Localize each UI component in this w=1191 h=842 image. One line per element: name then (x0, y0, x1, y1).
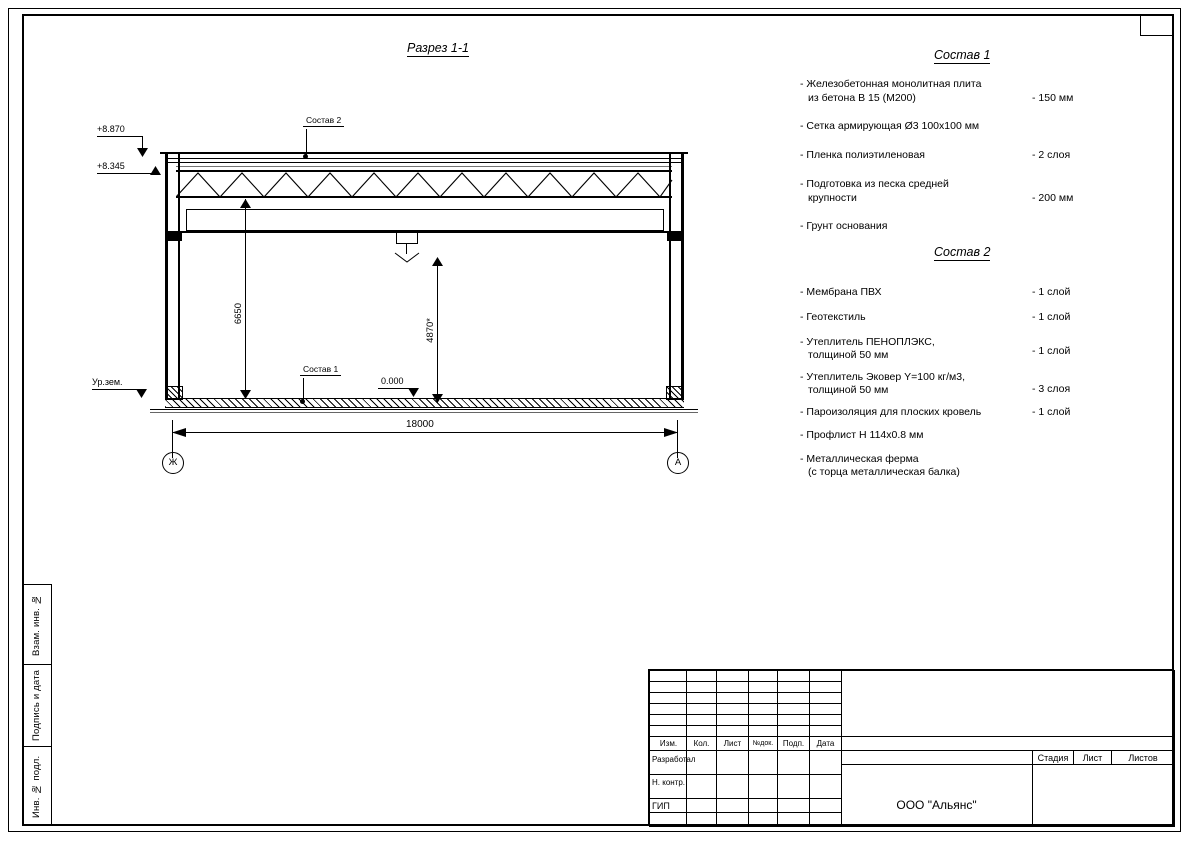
title-block (648, 669, 1174, 826)
hoist-block (396, 232, 418, 244)
spec-1-item-1-line1: - Сетка армирующая Ø3 100х100 мм (800, 120, 980, 132)
elevation-second-arrow (150, 166, 161, 175)
tb-rev-header-4: Подп. (782, 739, 805, 748)
zero-level-arrow (408, 388, 419, 397)
left-margin-cell-3 (22, 746, 52, 826)
dim-6650-label: 6650 (233, 303, 244, 325)
tb-rev-header-0: Изм. (659, 739, 678, 748)
tb-hline-10 (649, 812, 841, 813)
tb-hline-stage-top (841, 750, 1175, 751)
dim-6650-arrow-bottom (240, 390, 251, 399)
spec-2-item-4-line1: - Пароизоляция для плоских кровель (800, 406, 982, 418)
section-title: Разрез 1-1 (407, 41, 469, 55)
spec-1-item-3-line2: крупности (808, 192, 857, 204)
spec-2-item-3-value: - 3 слоя (1032, 383, 1071, 395)
tb-hline-5 (649, 725, 841, 726)
elevation-top-leader (97, 136, 142, 137)
elevation-top-arrow (137, 148, 148, 157)
tb-hline-7 (649, 750, 841, 751)
left-margin-label-3: Инв. № подл. (31, 755, 42, 818)
spec-2-item-2-line2: толщиной 50 мм (808, 349, 889, 361)
spec-1-item-3-value: - 200 мм (1032, 192, 1074, 204)
column-right-outer (681, 152, 684, 400)
truss-web (176, 170, 674, 200)
tb-rev-header-1: Кол. (693, 739, 710, 748)
ground-line-2 (150, 412, 698, 413)
ground-level-label: Ур.зем. (92, 377, 123, 387)
spec-2-item-1-line1: - Геотекстиль (800, 311, 866, 323)
tb-hline-4 (649, 714, 841, 715)
tb-organization: ООО "Альянс" (896, 798, 977, 812)
spec-2-item-2-line1: - Утеплитель ПЕНОПЛЭКС, (800, 336, 935, 348)
ground-line (150, 409, 698, 410)
roof-top-line (160, 152, 688, 154)
foundation-right (666, 386, 684, 400)
left-margin-cell-2 (22, 664, 52, 746)
roof-line-3 (165, 162, 683, 163)
elevation-second-label: +8.345 (97, 161, 125, 171)
section-drawing (0, 0, 760, 500)
hoist-hook (394, 252, 420, 264)
spec-2-item-6-line1: - Металлическая ферма (800, 453, 919, 465)
spec-1-item-2-line1: - Пленка полиэтиленовая (800, 149, 925, 161)
elevation-second-leader (97, 173, 155, 174)
left-margin-cell-1 (22, 584, 52, 664)
tb-hline-6 (649, 736, 1175, 737)
tb-hline-9 (649, 798, 841, 799)
tb-role-3: ГИП (652, 801, 670, 811)
callout-roof-dot (303, 154, 308, 159)
tb-hline-3 (649, 703, 841, 704)
spec-1-item-0-line2: из бетона В 15 (М200) (808, 92, 916, 104)
elevation-top-label: +8.870 (97, 124, 125, 134)
dim-4870-label: 4870* (425, 318, 436, 343)
callout-roof-leader (306, 129, 307, 156)
spec-2-item-0-value: - 1 слой (1032, 286, 1071, 298)
foundation-left (165, 386, 183, 400)
corbel-left (168, 231, 182, 241)
spec-2-item-6-line2: (с торца металлическая балка) (808, 466, 960, 478)
tb-hline-stage-bottom (841, 764, 1175, 765)
axis-mark-right: А (667, 452, 689, 474)
sheet-corner-mark (1140, 14, 1174, 36)
tb-stage-header-1: Лист (1082, 753, 1103, 763)
column-left-outer (165, 152, 168, 400)
roof-line-2 (165, 158, 683, 159)
dim-4870-arrow-top (432, 257, 443, 266)
zero-level-label: 0.000 (381, 376, 404, 386)
spec-2-item-3-line2: толщиной 50 мм (808, 384, 889, 396)
dim-18000-label: 18000 (406, 419, 434, 430)
dim-6650-arrow-top (240, 199, 251, 208)
spec-1-item-4-line1: - Грунт основания (800, 220, 888, 232)
tb-rev-header-3: №док. (752, 740, 774, 747)
tb-rev-header-5: Дата (816, 739, 835, 748)
spec-2-item-5-line1: - Профлист Н 114х0.8 мм (800, 429, 924, 441)
tb-stage-header-2: Листов (1128, 753, 1158, 763)
tb-role-0: Разработал (652, 755, 696, 764)
tb-hline-0 (649, 670, 1175, 671)
spec-1-title: Состав 1 (934, 48, 991, 62)
left-margin-label-2: Подпись и дата (31, 669, 42, 742)
spec-1-item-0-value: - 150 мм (1032, 92, 1074, 104)
spec-2-item-4-value: - 1 слой (1032, 406, 1071, 418)
crane-runway-beam (186, 209, 664, 231)
dim-4870-line (437, 260, 438, 402)
tb-vline-0 (649, 670, 650, 827)
dim-18000-arrow-left (172, 428, 186, 437)
floor-slab (165, 398, 684, 408)
spec-2-item-2-value: - 1 слой (1032, 345, 1071, 357)
dim-4870-arrow-bottom (432, 394, 443, 403)
tb-role-2: Н. контр. (652, 778, 686, 787)
dim-18000-line (172, 432, 677, 433)
roof-line-4 (176, 166, 672, 167)
spec-1-item-3-line1: - Подготовка из песка средней (800, 178, 949, 190)
tb-stage-header-0: Стадия (1037, 753, 1069, 763)
crane-beam-underline (180, 231, 670, 233)
spec-2-item-1-value: - 1 слой (1032, 311, 1071, 323)
left-margin-stamp (22, 584, 52, 826)
spec-1-item-2-value: - 2 слоя (1032, 149, 1071, 161)
left-margin-label-1: Взам. инв. № (31, 593, 42, 656)
tb-hline-1 (649, 681, 841, 682)
dim-18000-arrow-right (664, 428, 678, 437)
tb-rev-header-2: Лист (723, 739, 742, 748)
tb-hline-2 (649, 692, 841, 693)
spec-2-title: Состав 2 (934, 245, 991, 259)
tb-vline-right (1174, 670, 1175, 827)
callout-floor-dot (300, 399, 305, 404)
ground-level-arrow (136, 389, 147, 398)
callout-floor-label: Состав 1 (300, 364, 341, 376)
spec-2-item-3-line1: - Утеплитель Эковер Y=100 кг/м3, (800, 371, 966, 383)
tb-hline-8 (649, 774, 841, 775)
dim-6650-line (245, 199, 246, 399)
spec-2-item-0-line1: - Мембрана ПВХ (800, 286, 882, 298)
spec-1-item-0-line1: - Железобетонная монолитная плита (800, 78, 982, 90)
ground-level-leader (92, 389, 140, 390)
axis-mark-left: Ж (162, 452, 184, 474)
corbel-right (667, 231, 681, 241)
tb-hline-bottom (649, 826, 1175, 827)
callout-roof-label: Состав 2 (303, 115, 344, 127)
